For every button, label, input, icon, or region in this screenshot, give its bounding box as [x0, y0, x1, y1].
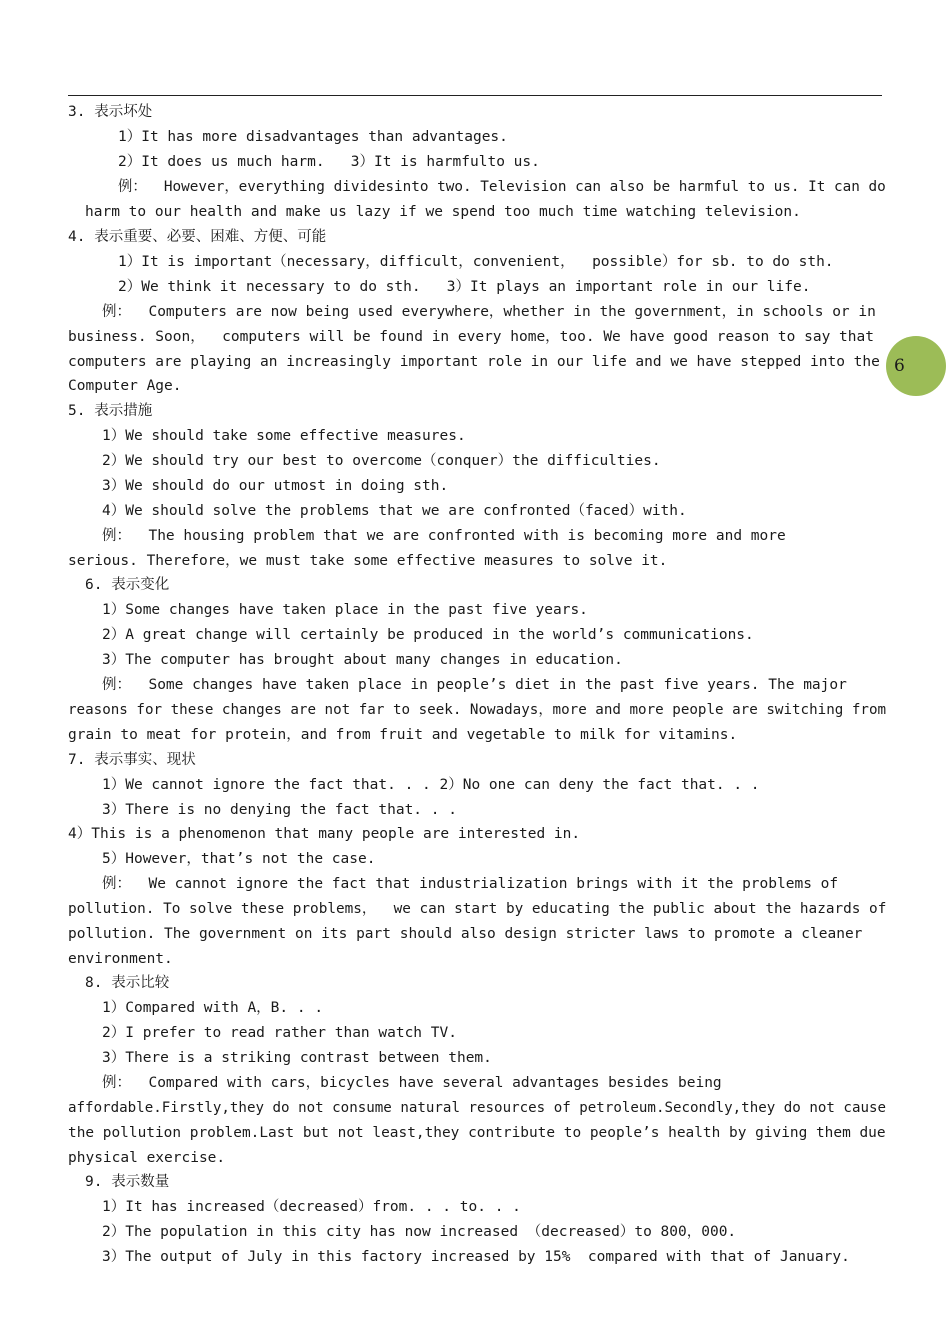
heading-disadvantages: 3. 表示坏处: [68, 104, 153, 120]
heading-comparison: 8. 表示比较: [85, 975, 170, 991]
example-line: computers are playing an increasingly important role in our life and we have stepped into the: [68, 354, 880, 370]
list-item: 5）However，that’s not the case.: [102, 851, 376, 867]
page-number: 6: [894, 356, 905, 376]
list-item: 3）There is no denying the fact that. . .: [102, 802, 457, 818]
list-item: 3）The computer has brought about many changes in education.: [102, 652, 623, 668]
list-item: 2）The population in this city has now increased （decreased）to 800，000.: [102, 1224, 737, 1240]
example-line: grain to meat for protein，and from fruit and vegetable to milk for vitamins.: [68, 727, 738, 743]
list-item: 2）It does us much harm. 3）It is harmfulto us.: [118, 154, 540, 170]
list-item: 1）It is important（necessary，difficult，convenient， possible）for sb. to do sth.: [118, 254, 834, 270]
list-item: 1）Some changes have taken place in the past five years.: [102, 602, 588, 618]
example-line: affordable.Firstly,they do not consume natural resources of petroleum.Secondly,they do not cause: [68, 1100, 887, 1116]
list-item: 2）We should try our best to overcome（conquer）the difficulties.: [102, 453, 661, 469]
list-item: 4）This is a phenomenon that many people are interested in.: [68, 826, 581, 842]
heading-importance: 4. 表示重要、必要、困难、方便、可能: [68, 229, 327, 245]
example-line: 例： Some changes have taken place in people’s diet in the past five years. The major: [102, 677, 847, 693]
list-item: 3）We should do our utmost in doing sth.: [102, 478, 449, 494]
list-item: 1）We should take some effective measures.: [102, 428, 466, 444]
list-item: 2）We think it necessary to do sth. 3）It plays an important role in our life.: [118, 279, 811, 295]
example-line: business. Soon， computers will be found in every home，too. We have good reason to say that: [68, 329, 874, 345]
example-line: 例： We cannot ignore the fact that industrialization brings with it the problems of: [102, 876, 839, 892]
example-line: 例： Compared with cars，bicycles have several advantages besides being: [102, 1075, 722, 1091]
example-line: reasons for these changes are not far to seek. Nowadays，more and more people are switching from: [68, 702, 887, 718]
example-line: pollution. To solve these problems， we can start by educating the public about the hazards of: [68, 901, 887, 917]
example-line: the pollution problem.Last but not least,they contribute to people’s health by giving them due: [68, 1125, 886, 1141]
example-line: pollution. The government on its part should also design stricter laws to promote a cleaner: [68, 926, 863, 942]
page-number-badge: [886, 336, 946, 396]
list-item: 2）I prefer to read rather than watch TV.: [102, 1025, 457, 1041]
list-item: 4）We should solve the problems that we are confronted（faced）with.: [102, 503, 687, 519]
example-line: harm to our health and make us lazy if we spend too much time watching television.: [85, 204, 801, 220]
heading-facts: 7. 表示事实、现状: [68, 752, 196, 768]
heading-measures: 5. 表示措施: [68, 403, 153, 419]
list-item: 1）It has increased（decreased）from. . . to. . .: [102, 1199, 521, 1215]
list-item: 1）Compared with A，B. . .: [102, 1000, 324, 1016]
list-item: 1）We cannot ignore the fact that. . . 2）No one can deny the fact that. . .: [102, 777, 760, 793]
heading-quantity: 9. 表示数量: [85, 1174, 170, 1190]
example-line: 例： The housing problem that we are confronted with is becoming more and more: [102, 528, 786, 544]
example-line: 例： Computers are now being used everywhere，whether in the government，in schools or in: [102, 304, 876, 320]
list-item: 3）The output of July in this factory increased by 15% compared with that of January.: [102, 1249, 850, 1265]
list-item: 2）A great change will certainly be produced in the world’s communications.: [102, 627, 754, 643]
example-line: Computer Age.: [68, 378, 182, 394]
heading-changes: 6. 表示变化: [85, 577, 170, 593]
header-rule: [68, 95, 882, 96]
example-line: 例： However，everything dividesinto two. Television can also be harmful to us. It can do: [118, 179, 886, 195]
example-line: physical exercise.: [68, 1150, 226, 1166]
example-line: serious. Therefore，we must take some effective measures to solve it.: [68, 553, 668, 569]
list-item: 3）There is a striking contrast between them.: [102, 1050, 492, 1066]
list-item: 1）It has more disadvantages than advantages.: [118, 129, 508, 145]
example-line: environment.: [68, 951, 173, 967]
